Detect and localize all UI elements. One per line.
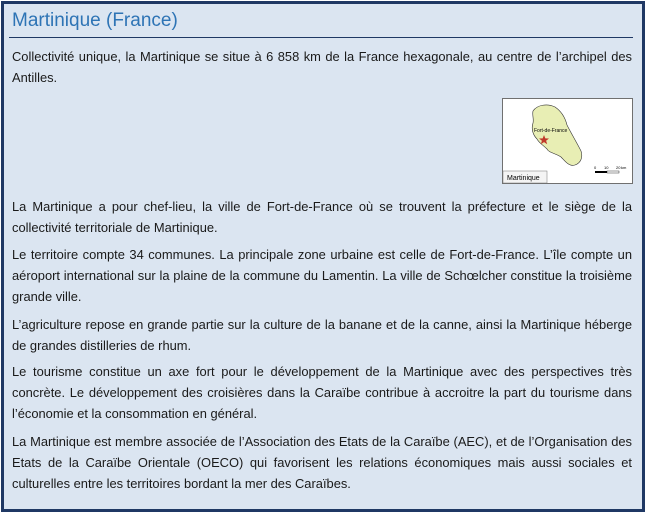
svg-text:km: km	[621, 165, 627, 170]
island-shape	[532, 105, 582, 165]
paragraph-communes: Le territoire compte 34 communes. La principale zone urbaine est celle de Fort-de-France. L’île compte un aéroport international sur la plaine de la commune du Lamentin. La ville de Schœlcher constitue la troisième grande ville.	[12, 247, 632, 304]
map-city-label: Fort-de-France	[534, 128, 568, 134]
svg-text:10: 10	[604, 165, 609, 170]
paragraph-agriculture: L’agriculture repose en grande partie sur la culture de la banane et de la canne, ainsi la Martinique héberge de grandes distilleries de rhum.	[12, 317, 632, 353]
paragraph-organisations: La Martinique est membre associée de l’Association des Etats de la Caraïbe (AEC), et de l’Organisation des Etats de la Caraïbe Orientale (OECO) qui favorisent les relations économiques mais aussi sociales et culturelles entre les territoires bordant la mer des Caraïbes.	[12, 434, 632, 491]
page-title: Martinique (France)	[12, 10, 178, 31]
svg-text:0: 0	[594, 165, 597, 170]
paragraph-capital: La Martinique a pour chef-lieu, la ville de Fort-de-France où se trouvent la préfecture et le siège de la collectivité territoriale de Martinique.	[12, 199, 632, 235]
map-scale-bar	[594, 165, 627, 173]
svg-text:20: 20	[616, 165, 621, 170]
location-map	[502, 98, 633, 184]
paragraph-intro: Collectivité unique, la Martinique se situe à 6 858 km de la France hexagonale, au centre de l’archipel des Antilles.	[12, 49, 632, 85]
paragraph-tourism: Le tourisme constitue un axe fort pour le développement de la Martinique avec des perspectives très concrète. Le développement des croisières dans la Caraïbe contribue à accroitre la part du tourisme dans l’économie et la consommation en général.	[12, 364, 632, 421]
title-divider	[9, 37, 633, 38]
map-caption: Martinique	[507, 175, 540, 182]
